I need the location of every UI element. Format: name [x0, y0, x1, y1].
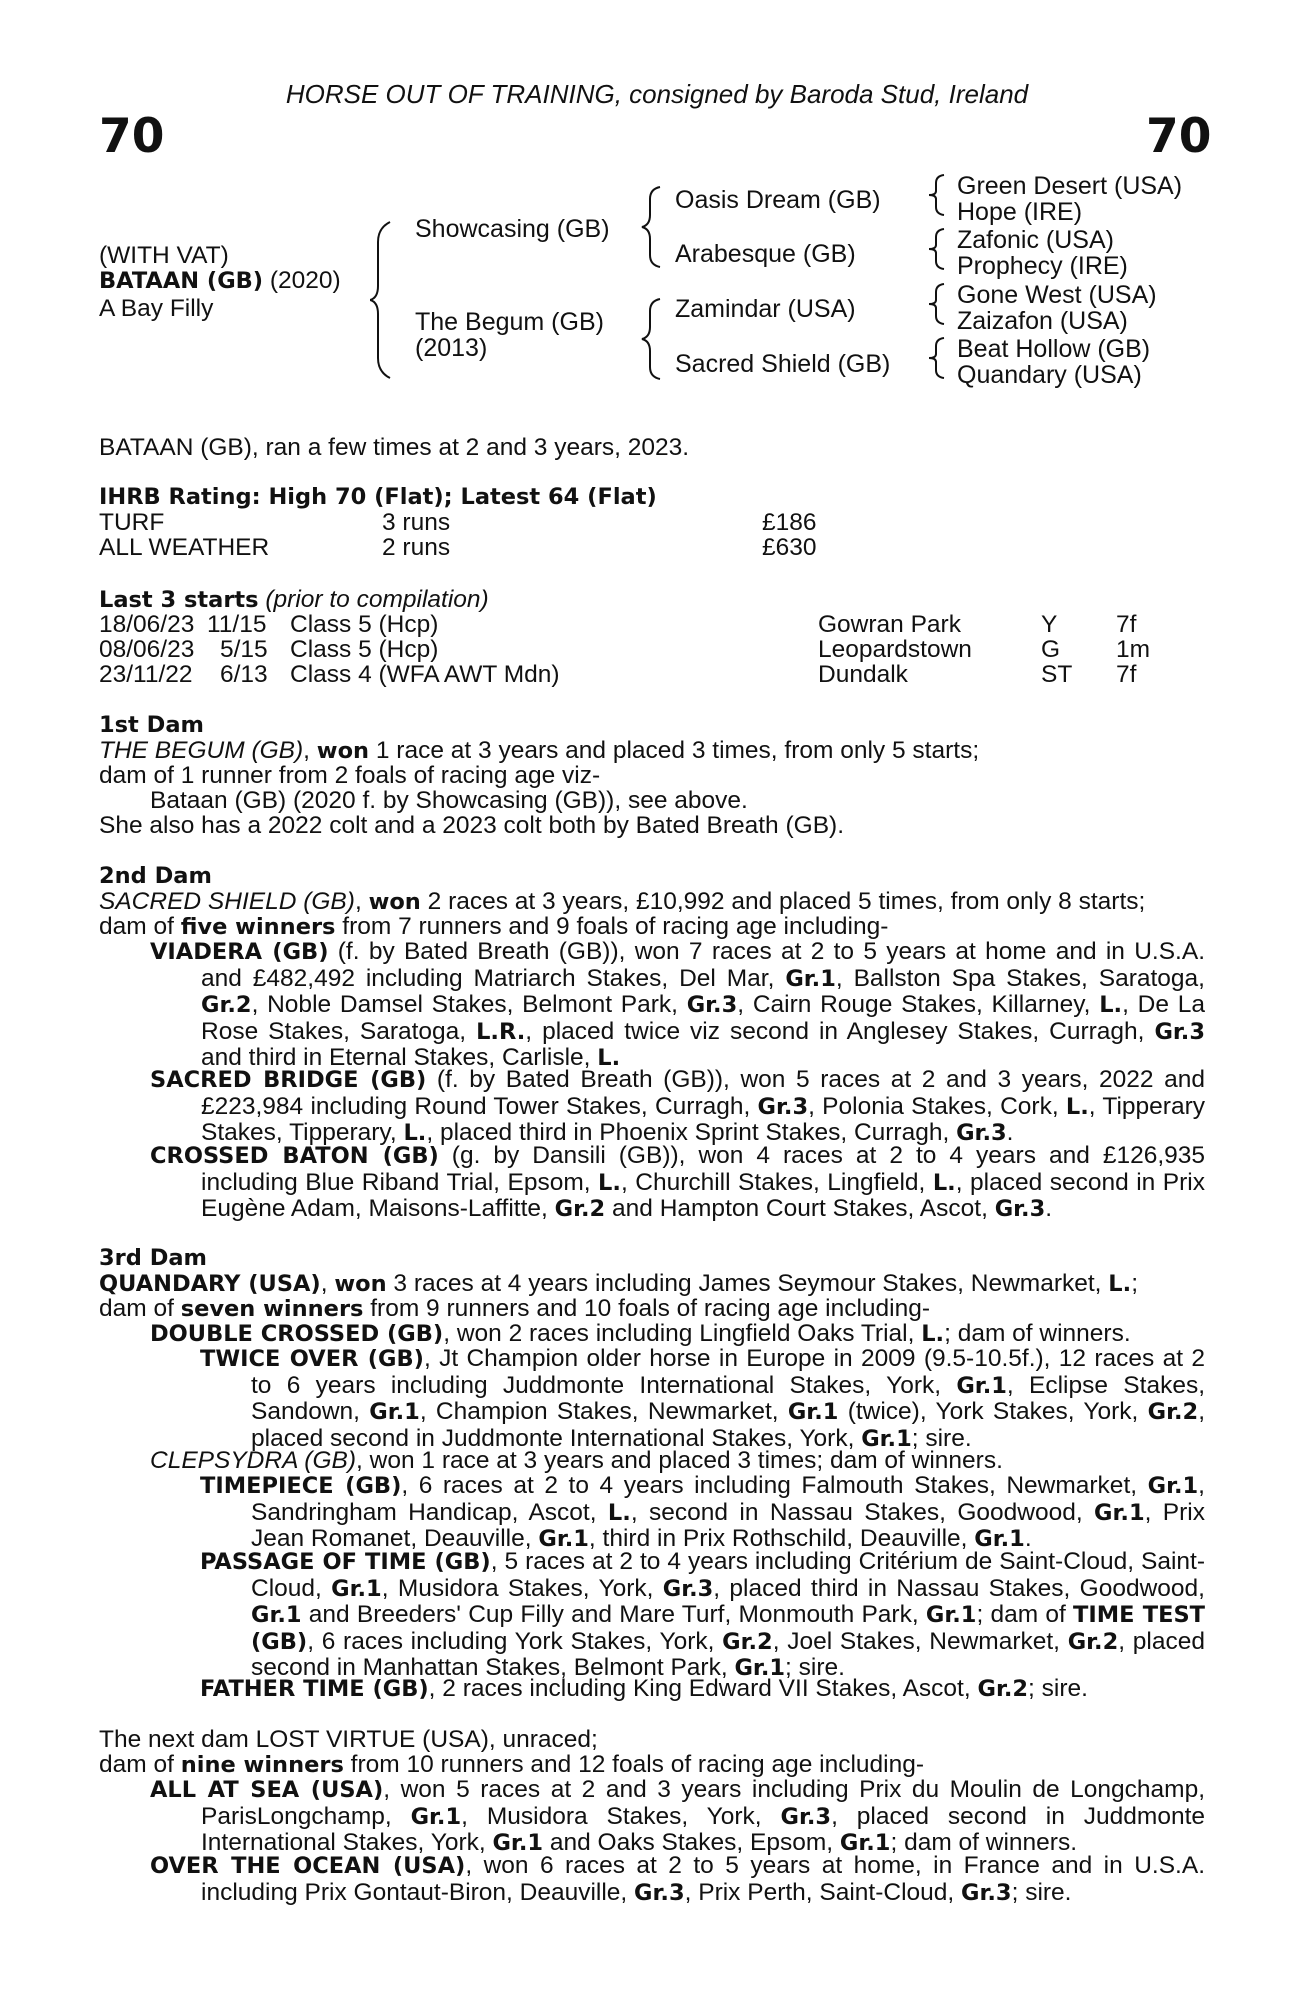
entry-text: , won 5 races at 2 and 3 years including Prix du Moulin de Longchamp, ParisLongchamp, [201, 1776, 1205, 1830]
dam2-line1-rest: 2 races at 3 years, £10,992 and placed 5 times, from only 8 starts; [420, 888, 1146, 915]
entry-text: , Polonia Stakes, Cork, [808, 1092, 1066, 1120]
dam3-entry-double-crossed [150, 1321, 1205, 1348]
entry-text: (twice), York Stakes, York, [838, 1398, 1148, 1426]
starts-title: Last 3 starts [99, 587, 259, 613]
start-distance: 7f [1116, 661, 1137, 688]
entry-name: DOUBLE CROSSED (GB) [150, 1321, 444, 1347]
entry-name: CLEPSYDRA (GB) [150, 1447, 357, 1474]
grade: L. [607, 1499, 631, 1526]
rating-row-runs: 2 runs [382, 534, 451, 561]
page-header: HORSE OUT OF TRAINING, consigned by Baroda Stud, Ireland [285, 79, 1029, 109]
entry-text: and Breeders' Cup Filly and Mare Turf, Monmouth Park, [301, 1601, 926, 1629]
entry-text: , placed third in Nassau Stakes, Goodwood, [713, 1574, 1205, 1602]
grade: Gr.3 [1154, 1018, 1205, 1045]
grade: Gr.3 [780, 1803, 832, 1830]
grade: L. [1108, 1271, 1132, 1297]
grade: L. [1099, 992, 1123, 1019]
race-summary: BATAAN (GB), ran a few times at 2 and 3 years, 2023. [99, 434, 690, 461]
dam3-line2-c: from 9 runners and 10 foals of racing age including- [363, 1295, 930, 1322]
dam3-entry-timepiece [200, 1473, 1205, 1553]
grade: L. [598, 1169, 621, 1196]
entry-text: , placed twice viz second in Anglesey Stakes, Curragh, [525, 1017, 1155, 1045]
pedigree-brace-g4-4 [926, 336, 948, 380]
entry-text: ; dam of winners. [944, 1320, 1131, 1347]
entry-name: TIMEPIECE (GB) [200, 1473, 402, 1499]
entry-name: VIADERA (GB) [150, 939, 329, 965]
grade: L. [932, 1169, 956, 1196]
dam2-entry-crossed-baton [150, 1143, 1205, 1223]
start-distance: 7f [1116, 611, 1137, 638]
horse-name: BATAAN (GB) [99, 268, 264, 294]
vat-note: (WITH VAT) [99, 242, 229, 269]
entry-text: , 5 races at 2 to 4 years including Critérium de Saint-Cloud, Saint-Cloud, [251, 1548, 1205, 1602]
entry-text: (f. by Bated Breath (GB)), won 7 races at 2 to 5 years at home and in U.S.A. and £482,492 including Matriarch Stakes, Del Mar, [201, 938, 1205, 992]
dam1-heading: 1st Dam [99, 712, 204, 738]
grade: Gr.2 [1067, 1628, 1119, 1655]
entry-text: , Joel Stakes, Newmarket, [772, 1627, 1068, 1655]
nextdam-entry-all-at-sea [150, 1777, 1205, 1857]
grade: Gr.2 [554, 1196, 606, 1223]
grade: Gr.1 [861, 1425, 912, 1452]
rating-row-runs: 3 runs [382, 509, 451, 536]
entry-text: ; dam of [976, 1601, 1073, 1629]
dam1-line1-rest: 1 race at 3 years and placed 3 times, from only 5 starts; [369, 737, 980, 764]
dam3-won: won [334, 1271, 387, 1297]
grade: Gr.1 [410, 1803, 462, 1830]
dam2-entry-sacred-bridge [150, 1067, 1205, 1147]
entry-text: , Prix Perth, Saint-Cloud, [684, 1878, 962, 1906]
entry-text: ; sire. [1028, 1675, 1088, 1702]
dam1-name: THE BEGUM (GB) [99, 737, 304, 764]
pedigree-dam-year: (2013) [415, 334, 488, 362]
dam3-entry-father-time [200, 1676, 1205, 1703]
entry-text: , placed second in Juddmonte International Stakes, York, [251, 1398, 1206, 1452]
entry-text: , 2 races including King Edward VII Stakes, Ascot, [428, 1675, 978, 1702]
entry-text: , won 2 races including Lingfield Oaks Trial, [443, 1320, 922, 1347]
entry-text: , Ballston Spa Stakes, Saratoga, [835, 964, 1205, 992]
dam2-won: won [368, 889, 421, 915]
entry-text: , 6 races including York Stakes, York, [307, 1627, 723, 1655]
rating-row-surface: TURF [99, 509, 165, 536]
grade: L. [921, 1321, 945, 1347]
entry-text: , Champion Stakes, Newmarket, [419, 1398, 788, 1426]
start-distance: 1m [1116, 636, 1151, 663]
entry-name: TWICE OVER (GB) [200, 1346, 424, 1372]
dam2-line2 [99, 914, 888, 941]
dam2-line1: SACRED SHIELD (GB), won 2 races at 3 years, £10,992 and placed 5 times, from only 8 starts; [99, 888, 1146, 915]
dam2-name: SACRED SHIELD (GB) [99, 888, 355, 915]
start-class: Class 5 (Hcp) [290, 636, 439, 663]
pedigree-gen4-7: Beat Hollow (GB) [957, 335, 1151, 363]
pedigree-gen3-1: Oasis Dream (GB) [675, 186, 881, 214]
start-date: 18/06/23 [99, 611, 195, 638]
start-course: Dundalk [818, 661, 908, 688]
entry-name: TIME TEST (GB) [251, 1602, 1205, 1655]
pedigree-gen4-2: Hope (IRE) [957, 198, 1083, 226]
start-date: 08/06/23 [99, 636, 195, 663]
grade: Gr.1 [839, 1830, 891, 1857]
entry-text: ; sire. [785, 1654, 845, 1682]
pedigree-brace-sire [640, 185, 664, 269]
lot-number-left: 70 [99, 109, 165, 164]
nextdam-line2 [99, 1752, 924, 1779]
dam3-name: QUANDARY (USA) [99, 1271, 321, 1297]
entry-text: , Prix Jean Romanet, Deauville, [251, 1498, 1205, 1553]
start-date: 23/11/22 [99, 661, 193, 688]
entry-text: , placed second in Manhattan Stakes, Belmont Park, [251, 1627, 1205, 1682]
grade: Gr.3 [994, 1196, 1046, 1223]
grade: Gr.1 [369, 1399, 420, 1426]
entry-text: , Jt Champion older horse in Europe in 2009 (9.5-10.5f.), 12 races at 2 to 6 years including Juddmonte International Stakes, York, [251, 1345, 1206, 1399]
start-position: 6/13 [220, 661, 268, 688]
entry-text: , Cairn Rouge Stakes, Killarney, [737, 991, 1100, 1019]
entry-text: and third in Eternal Stakes, Carlisle, [201, 1044, 598, 1072]
dam1-line1: THE BEGUM (GB), won 1 race at 3 years and placed 3 times, from only 5 starts; [99, 737, 980, 764]
dam3-entry-passage-of-time [200, 1549, 1205, 1682]
grade: Gr.1 [538, 1526, 589, 1553]
nextdam-line1: The next dam LOST VIRTUE (USA), unraced; [99, 1726, 598, 1753]
dam3-winners: seven winners [180, 1296, 364, 1322]
entry-text: , second in Nassau Stakes, Goodwood, [630, 1498, 1095, 1526]
entry-text: , Musidora Stakes, York, [461, 1802, 781, 1830]
dam3-line2 [99, 1296, 930, 1323]
start-course: Leopardstown [818, 636, 972, 663]
grade: Gr.1 [251, 1602, 302, 1629]
dam1-won: won [316, 738, 370, 764]
entry-name: ALL AT SEA (USA) [150, 1777, 384, 1803]
pedigree-gen3-2: Arabesque (GB) [675, 240, 856, 268]
start-class: Class 5 (Hcp) [290, 611, 439, 638]
dam3-heading: 3rd Dam [99, 1245, 207, 1271]
pedigree-gen4-4: Prophecy (IRE) [957, 252, 1128, 280]
dam3-entry-clepsydra [150, 1448, 1205, 1474]
entry-text: , 6 races at 2 to 4 years including Falmouth Stakes, Newmarket, [401, 1472, 1148, 1499]
dam2-line2-a: dam of [99, 913, 181, 940]
horse-description: A Bay Filly [99, 295, 214, 322]
dam3-line2-a: dam of [99, 1295, 181, 1322]
entry-text: , placed second in Prix Eugène Adam, Maisons-Laffitte, [201, 1168, 1206, 1223]
horse-title [99, 268, 341, 295]
dam3-line1: QUANDARY (USA), won 3 races at 4 years including James Seymour Stakes, Newmarket, L.; [99, 1270, 1138, 1297]
entry-text: and Hampton Court Stakes, Ascot, [605, 1195, 995, 1223]
pedigree-gen4-8: Quandary (USA) [957, 361, 1142, 389]
grade: Gr.2 [722, 1628, 773, 1655]
grade: Gr.1 [785, 965, 836, 992]
grade: Gr.1 [956, 1372, 1007, 1399]
pedigree-brace-g4-1 [926, 173, 948, 217]
pedigree-sire: Showcasing (GB) [415, 215, 610, 243]
entry-text: . [1006, 1119, 1014, 1147]
entry-text: . [1045, 1195, 1053, 1223]
pedigree-gen3-3: Zamindar (USA) [675, 295, 856, 323]
entry-text: and Oaks Stakes, Epsom, [543, 1829, 840, 1857]
grade: Gr.2 [1147, 1399, 1199, 1426]
grade: Gr.1 [734, 1655, 786, 1682]
start-going: ST [1041, 661, 1073, 688]
entry-text: , won 6 races at 2 to 5 years at home, in France and in U.S.A. including Prix Gontaut-Biron, Deauville, [201, 1852, 1205, 1906]
pedigree-gen4-6: Zaizafon (USA) [957, 307, 1128, 335]
horse-year: (2020) [263, 267, 341, 294]
entry-name: OVER THE OCEAN (USA) [150, 1853, 466, 1879]
pedigree-brace-g4-2 [926, 227, 948, 271]
rating-row-amount: £186 [762, 509, 817, 536]
grade: Gr.1 [925, 1602, 977, 1629]
entry-text: , Musidora Stakes, York, [381, 1574, 663, 1602]
starts-note: (prior to compilation) [258, 586, 489, 613]
dam2-winners: five winners [180, 914, 336, 940]
grade: L.R. [476, 1018, 526, 1045]
start-going: Y [1041, 611, 1058, 638]
dam1-line4: She also has a 2022 colt and a 2023 colt both by Bated Breath (GB). [99, 812, 845, 839]
entry-text: , placed second in Juddmonte International Stakes, York, [201, 1802, 1205, 1857]
rating-title: IHRB Rating: High 70 (Flat); Latest 64 (Flat) [99, 484, 657, 510]
entry-text: , Noble Damsel Stakes, Belmont Park, [251, 991, 687, 1019]
pedigree-gen4-5: Gone West (USA) [957, 281, 1157, 309]
grade: Gr.1 [1094, 1499, 1145, 1526]
grade: Gr.1 [492, 1830, 544, 1857]
start-position: 11/15 [207, 611, 267, 638]
entry-text: ; sire. [911, 1424, 972, 1452]
rating-row-amount: £630 [762, 534, 817, 561]
pedigree-brace-dam [640, 297, 664, 381]
grade: Gr.3 [961, 1879, 1012, 1906]
entry-name: PASSAGE OF TIME (GB) [200, 1549, 491, 1575]
grade: Gr.1 [1147, 1473, 1199, 1499]
entry-text: , Churchill Stakes, Lingfield, [620, 1168, 933, 1196]
start-going: G [1041, 636, 1061, 663]
dam3-line1-rest: 3 races at 4 years including James Seymour Stakes, Newmarket, [386, 1270, 1109, 1297]
grade: Gr.3 [956, 1120, 1007, 1147]
entry-name: FATHER TIME (GB) [200, 1676, 429, 1702]
grade: Gr.1 [331, 1575, 382, 1602]
grade: Gr.1 [787, 1399, 839, 1426]
nextdam-winners: nine winners [180, 1752, 344, 1778]
starts-heading [99, 587, 489, 614]
grade: Gr.1 [974, 1526, 1025, 1553]
dam1-line3: Bataan (GB) (2020 f. by Showcasing (GB)), see above. [150, 787, 748, 814]
dam2-entry-viadera [150, 939, 1205, 1072]
entry-name: CROSSED BATON (GB) [150, 1143, 439, 1169]
entry-text: . [1024, 1525, 1032, 1553]
entry-text: , won 1 race at 3 years and placed 3 times; dam of winners. [356, 1447, 1003, 1474]
entry-text: (f. by Bated Breath (GB)), won 5 races at 2 and 3 years, 2022 and £223,984 including Round Tower Stakes, Curragh, [201, 1066, 1206, 1120]
grade: L. [597, 1045, 621, 1072]
nextdam-line2-c: from 10 runners and 12 foals of racing age including- [343, 1751, 925, 1778]
grade: Gr.3 [686, 992, 738, 1019]
start-position: 5/15 [220, 636, 268, 663]
entry-text: , De La Rose Stakes, Saratoga, [201, 991, 1205, 1045]
entry-text: , Eclipse Stakes, Sandown, [251, 1371, 1205, 1426]
pedigree-dam: The Begum (GB) [415, 308, 604, 336]
entry-name: SACRED BRIDGE (GB) [150, 1067, 427, 1093]
pedigree-gen3-4: Sacred Shield (GB) [675, 350, 891, 378]
entry-text: , placed third in Phoenix Sprint Stakes, Curragh, [426, 1119, 957, 1147]
start-class: Class 4 (WFA AWT Mdn) [290, 661, 560, 688]
pedigree-gen4-1: Green Desert (USA) [957, 172, 1183, 200]
rating-row-surface: ALL WEATHER [99, 534, 270, 561]
dam3-line1-end: ; [1131, 1270, 1138, 1297]
entry-text: , third in Prix Rothschild, Deauville, [588, 1525, 975, 1553]
entry-text: (g. by Dansili (GB)), won 4 races at 2 to 4 years and £126,935 including Blue Riband Trial, Epsom, [201, 1142, 1206, 1196]
lot-number-right: 70 [1146, 109, 1212, 164]
grade: L. [1065, 1093, 1089, 1120]
grade: Gr.3 [662, 1575, 714, 1602]
grade: Gr.2 [201, 992, 252, 1019]
nextdam-entry-over-the-ocean [150, 1853, 1205, 1906]
entry-text: , Tipperary Stakes, Tipperary, [201, 1092, 1205, 1147]
dam3-entry-twice-over [200, 1346, 1205, 1452]
entry-text: ; dam of winners. [890, 1829, 1078, 1857]
grade: L. [403, 1120, 427, 1147]
grade: Gr.3 [757, 1093, 809, 1120]
pedigree-gen4-3: Zafonic (USA) [957, 226, 1114, 254]
grade: Gr.2 [977, 1676, 1029, 1702]
pedigree-brace-main [370, 220, 400, 380]
dam2-heading: 2nd Dam [99, 863, 212, 889]
dam2-line2-c: from 7 runners and 9 foals of racing age including- [335, 913, 889, 940]
dam1-line2: dam of 1 runner from 2 foals of racing age viz- [99, 762, 601, 789]
grade: Gr.3 [634, 1879, 685, 1906]
entry-text: , Sandringham Handicap, Ascot, [251, 1472, 1205, 1526]
entry-text: ; sire. [1011, 1878, 1072, 1906]
start-course: Gowran Park [818, 611, 961, 638]
nextdam-line2-a: dam of [99, 1751, 181, 1778]
pedigree-brace-g4-3 [926, 282, 948, 326]
